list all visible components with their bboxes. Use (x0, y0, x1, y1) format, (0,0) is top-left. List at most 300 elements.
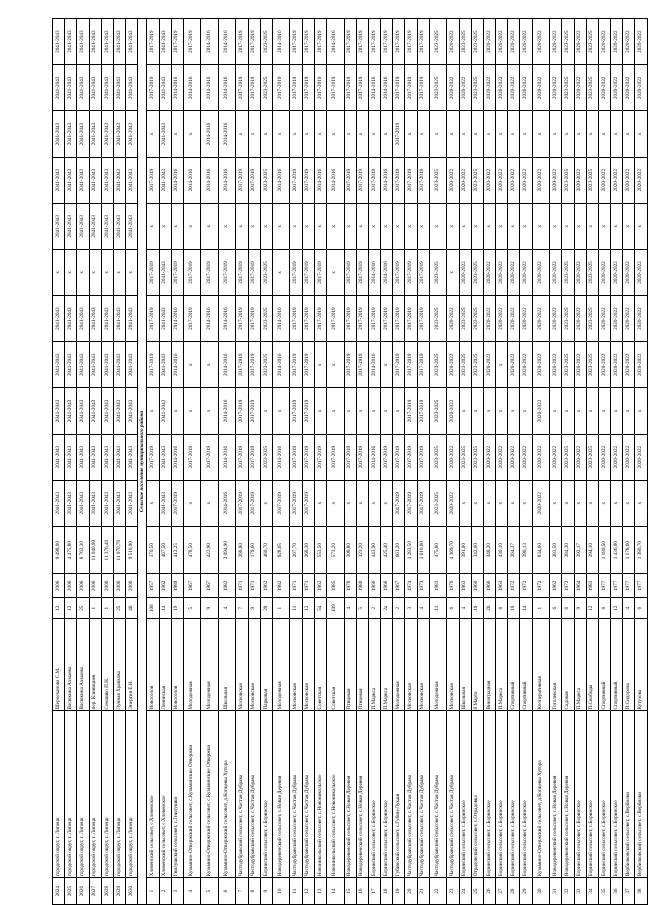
table-cell: 2017-2019 (183, 296, 201, 342)
table-cell: 2020-2022 (508, 249, 520, 295)
table-cell: х (183, 388, 201, 434)
table-cell: 109 (327, 598, 345, 619)
table-cell: 12 (611, 598, 623, 619)
table-cell: 2014-2016 (272, 434, 290, 480)
table-row (201, 19, 219, 905)
table-cell: 2020-2022 (635, 434, 647, 480)
table-cell: х (260, 480, 272, 526)
table-row (393, 19, 405, 905)
table-cell: 10 (272, 878, 290, 905)
table-cell: 2017-2019 (393, 19, 405, 65)
table-cell: 2023-2025 (429, 65, 447, 111)
table-cell: 2020-2022 (574, 249, 586, 295)
table-row (344, 19, 356, 905)
table-cell: 2а (381, 598, 393, 619)
table-cell: 2017-2019 (201, 434, 219, 480)
table-cell: Энергия Е.Н. (126, 619, 138, 711)
table-cell: х (272, 388, 290, 434)
table-cell: х (459, 203, 471, 249)
table-cell: 2020-2022 (520, 157, 532, 203)
table-cell: 2041-2043 (113, 388, 125, 434)
table-cell: х (483, 203, 495, 249)
table-cell: 9 (201, 598, 219, 619)
table-cell: 2017-2019 (147, 434, 159, 480)
table-cell: 2020-2022 (447, 296, 459, 342)
table-cell: 11 (290, 878, 302, 905)
table-cell: 9 510,90 (126, 526, 138, 574)
table-cell: х (429, 111, 447, 157)
table-cell: 2628 (101, 878, 113, 905)
table-cell: 4 (623, 598, 635, 619)
table-cell: 6 (562, 598, 574, 619)
table-cell: 2041-2043 (101, 111, 113, 157)
table-cell: Лунная Храпкова (113, 619, 125, 711)
table-cell: х (496, 342, 508, 388)
table-cell: 2041-2043 (65, 480, 77, 526)
table-cell: х (562, 388, 574, 434)
table-cell: х (183, 203, 201, 249)
table-cell: 11 (429, 598, 447, 619)
table-cell: 2020-2022 (508, 157, 520, 203)
table-row (126, 19, 138, 905)
table-cell: 24 (459, 878, 471, 905)
table-cell: х (260, 388, 272, 434)
table-cell: х (368, 480, 380, 526)
table-cell: х (508, 480, 520, 526)
table-cell: 2017-2019 (147, 65, 159, 111)
table-cell: 2020-2022 (550, 65, 562, 111)
table-cell: 2017-2019 (393, 342, 405, 388)
table-cell: х (483, 388, 495, 434)
table-cell: П.Маркса (368, 619, 380, 711)
table-cell: 2041-2043 (53, 342, 65, 388)
table-cell: 2017-2019 (302, 434, 314, 480)
table-cell: Частодубравский сельсовет, с.Частая Дубрава (447, 711, 459, 878)
table-cell: 2041-2043 (113, 111, 125, 157)
table-cell: Молодежная (393, 619, 405, 711)
table-cell: 2041-2043 (89, 65, 101, 111)
table-row (574, 19, 586, 905)
table-cell: 2017-2019 (405, 296, 417, 342)
table-cell: Частодубравский сельсовет, с.Частая Дубрава (248, 711, 260, 878)
table-row (260, 19, 272, 905)
table-cell: х (218, 203, 236, 249)
table-row (159, 19, 171, 905)
table-cell: 2023-2025 (459, 19, 471, 65)
table-cell: 2020-2022 (550, 249, 562, 295)
table-cell: 2017-2019 (290, 65, 302, 111)
table-cell: 26 (483, 598, 495, 619)
table-cell: х (201, 480, 219, 526)
table-cell: 2017-2019 (272, 480, 290, 526)
table-row (623, 19, 635, 905)
table-cell: Шероеханова С.М. (53, 619, 65, 711)
table-cell: 1 380,70 (635, 526, 647, 574)
table-cell: 2017-2019 (368, 157, 380, 203)
table-cell: Боринский сельсовет, с.Боринское (586, 711, 598, 878)
table-cell: Вербилковский сельсовет, с.Вербилки (635, 711, 647, 878)
table-cell: 2041-2043 (53, 65, 65, 111)
table-cell: 2041-2043 (53, 111, 65, 157)
table-cell: 170,50 (147, 526, 159, 574)
table-cell: 2023-2025 (471, 249, 483, 295)
table-cell: городской округ, г. Липецк (113, 711, 125, 878)
table-cell: х (447, 203, 459, 249)
table-cell: 2041-2043 (53, 480, 65, 526)
table-cell: 12 (586, 598, 598, 619)
table-cell: 1982 (218, 574, 236, 598)
table-cell: 1966 (381, 574, 393, 598)
table-cell: х (327, 111, 345, 157)
table-cell: 1972 (532, 574, 550, 598)
table-cell: х (550, 388, 562, 434)
table-cell: 2020-2022 (550, 342, 562, 388)
table-cell: 2023-2025 (429, 342, 447, 388)
table-cell: 2017-2019 (327, 434, 345, 480)
table-cell: 37 (623, 878, 635, 905)
table-cell: Московская (302, 619, 314, 711)
table-cell: 2041-2043 (89, 480, 101, 526)
table-cell: х (248, 203, 260, 249)
table-cell: 661,20 (393, 526, 405, 574)
table-cell: 2020-2022 (611, 434, 623, 480)
table-cell: 2020-2022 (623, 157, 635, 203)
table-cell: 2017-2019 (405, 388, 417, 434)
table-cell: 2020-2022 (532, 342, 550, 388)
table-cell: 1962 (159, 574, 171, 598)
table-cell: х (147, 111, 159, 157)
table-cell: 2020-2022 (508, 434, 520, 480)
table-cell: Хлевенский сельсовет, с.Хлевенское (147, 711, 159, 878)
table-row (496, 19, 508, 905)
table-cell: 342,00 (471, 526, 483, 574)
table-cell: 430,10 (496, 526, 508, 574)
table-cell: 2041-2043 (126, 480, 138, 526)
table-cell: 2020-2022 (532, 65, 550, 111)
table-row (417, 19, 429, 905)
table-cell: 1 436,00 (611, 526, 623, 574)
table-cell: 2041-2043 (101, 203, 113, 249)
table-cell: Боринский сельсовет, с.Боринское (483, 711, 495, 878)
table-cell: 573,20 (327, 526, 345, 574)
table-cell: х (635, 111, 647, 157)
table-cell: 2041-2043 (159, 480, 171, 526)
table-cell: 1989 (171, 574, 183, 598)
table-cell: 2041-2043 (65, 203, 77, 249)
table-cell: 4 475,80 (65, 526, 77, 574)
table-cell: 2017-2019 (272, 65, 290, 111)
table-cell: х (508, 203, 520, 249)
table-cell: х (236, 111, 248, 157)
table-cell: 294,10 (586, 526, 598, 574)
table-cell: 2041-2043 (89, 19, 101, 65)
table-cell: 2020-2022 (550, 434, 562, 480)
table-cell: 2041-2043 (126, 388, 138, 434)
table-cell: 2020-2022 (483, 296, 495, 342)
table-cell: Молодежная (429, 619, 447, 711)
table-cell: 6 (550, 598, 562, 619)
table-cell: 2017-2019 (290, 157, 302, 203)
table-cell: 2014-2016 (368, 65, 380, 111)
table-cell: 2020-2022 (550, 19, 562, 65)
table-cell: 2020-2022 (459, 65, 471, 111)
table-cell: Боринский сельсовет, с.Боринское (574, 711, 586, 878)
table-cell: х (314, 480, 326, 526)
table-cell: 2017-2019 (236, 434, 248, 480)
table-cell: 2023-2025 (260, 434, 272, 480)
table-cell: 2017-2019 (405, 65, 417, 111)
table-row (483, 19, 495, 905)
table-cell: Кузьмино-Отвержский сельсовет, с.Кузьминские Отвержки (201, 711, 219, 878)
table-cell: 2017-2019 (171, 480, 183, 526)
table-cell: 1 (147, 878, 159, 905)
table-cell: П.Маркса (381, 619, 393, 711)
table-cell: х (272, 111, 290, 157)
table-cell: Спортивный (508, 619, 520, 711)
table-cell: 11 (290, 598, 302, 619)
table-cell: Кузьмино-Отвержский сельсовет, д.Копцевы Хутора (532, 711, 550, 878)
table-cell: 2023-2025 (459, 434, 471, 480)
table-cell: 2020-2022 (508, 342, 520, 388)
table-cell: Новодеревенский сельсовет, с.Новая Деревня (562, 711, 574, 878)
table-cell: 2041-2043 (159, 434, 171, 480)
table-cell: 2626 (77, 878, 89, 905)
table-cell: 2041-2043 (101, 296, 113, 342)
table-cell: 2023-2025 (471, 434, 483, 480)
table-cell: 2014-2016 (272, 157, 290, 203)
table-cell: х (171, 388, 183, 434)
table-row (562, 19, 574, 905)
table-cell: 2017-2019 (344, 342, 356, 388)
table-cell: х (159, 203, 171, 249)
table-cell: городской округ, г. Липецк (53, 711, 65, 878)
table-row (635, 19, 647, 905)
table-cell: 25 (77, 598, 89, 619)
table-cell: Парковая (260, 619, 272, 711)
table-cell: х (290, 203, 302, 249)
table-cell: х (598, 480, 610, 526)
table-cell: П.Свободы (586, 619, 598, 711)
table-cell: 11 040,90 (89, 526, 101, 574)
table-cell: 1977 (635, 574, 647, 598)
table-cell: 2017-2019 (393, 296, 405, 342)
table-cell: 2006 (65, 574, 77, 598)
table-cell: 2014-2016 (368, 434, 380, 480)
table-cell: 2023-2025 (471, 157, 483, 203)
table-cell: 2017-2019 (302, 388, 314, 434)
table-cell: 25 (471, 878, 483, 905)
table-cell: Московская (290, 619, 302, 711)
table-cell: 308,80 (344, 526, 356, 574)
table-cell: 2020-2022 (635, 65, 647, 111)
table-cell: х (459, 111, 471, 157)
table-cell: 29 (260, 598, 272, 619)
table-cell: 2017-2019 (171, 19, 183, 65)
table-cell: 2023-2025 (260, 342, 272, 388)
table-cell: 2014-2016 (218, 480, 236, 526)
table-row (236, 19, 248, 905)
table-row (171, 19, 183, 905)
table-cell: 2017-2019 (248, 480, 260, 526)
table-cell: 2020-2022 (520, 342, 532, 388)
table-cell: 1983 (586, 574, 598, 598)
table-cell: 2041-2043 (65, 157, 77, 203)
table-cell: х (471, 480, 483, 526)
table-cell: Боринский сельсовет, с.Боринское (459, 711, 471, 878)
table-cell: 2020-2022 (611, 157, 623, 203)
table-cell: 2017-2019 (236, 342, 248, 388)
table-cell: х (113, 249, 125, 295)
table-cell: пер. Клинициев (89, 619, 101, 711)
table-cell: 1972 (508, 574, 520, 598)
table-cell: х (236, 203, 248, 249)
table-cell: 2041-2043 (77, 480, 89, 526)
table-cell: Кооперативная (532, 619, 550, 711)
table-cell: 422,90 (201, 526, 219, 574)
table-cell: 2020-2022 (623, 296, 635, 342)
table-cell: 2041-2043 (126, 111, 138, 157)
table-cell: Птицевая (356, 619, 368, 711)
table-cell: х (586, 388, 598, 434)
table-cell: 2017-2019 (405, 342, 417, 388)
table-cell: 2625 (65, 878, 77, 905)
table-row (459, 19, 471, 905)
table-cell: х (171, 203, 183, 249)
table-cell: 1963 (459, 574, 471, 598)
table-cell: 2023-2025 (562, 434, 574, 480)
table-cell: 36 (611, 878, 623, 905)
table-cell: х (260, 203, 272, 249)
section-header-row (138, 19, 147, 905)
table-cell: 9 498,00 (53, 526, 65, 574)
table-cell: х (611, 388, 623, 434)
table-cell: 17 (368, 878, 380, 905)
table-cell: 2020-2022 (483, 249, 495, 295)
table-cell: 2041-2043 (126, 19, 138, 65)
table-cell: Семашко П.Н. (101, 619, 113, 711)
table-cell: 2017-2019 (344, 434, 356, 480)
table-cell: 2017-2019 (314, 19, 326, 65)
table-cell: Новодеревенский сельсовет, с.Новая Деревня (356, 711, 368, 878)
table-cell: х (327, 203, 345, 249)
table-cell: 2017-2019 (417, 480, 429, 526)
table-cell: 2020-2022 (532, 434, 550, 480)
table-cell: 2017-2019 (356, 65, 368, 111)
table-cell: 2017-2019 (356, 342, 368, 388)
table-cell: 2023-2025 (471, 19, 483, 65)
table-cell: 1980 (356, 574, 368, 598)
table-cell: 2041-2043 (89, 111, 101, 157)
table-cell: 2014-2016 (218, 434, 236, 480)
table-cell: 2020-2022 (483, 19, 495, 65)
table-cell: х (611, 203, 623, 249)
table-cell: 2041-2043 (126, 65, 138, 111)
table-row (248, 19, 260, 905)
table-cell: 2041-2043 (113, 19, 125, 65)
table-cell: 2017-2019 (417, 296, 429, 342)
table-cell: х (574, 388, 586, 434)
table-cell: 412,25 (171, 526, 183, 574)
table-cell: 1978 (344, 574, 356, 598)
rotated-document-page (52, 18, 644, 905)
table-cell: 2006 (77, 574, 89, 598)
table-cell: х (126, 249, 138, 295)
table-cell: 2014-2016 (368, 342, 380, 388)
table-cell: 2020-2022 (611, 296, 623, 342)
table-cell: Гоголевская (550, 619, 562, 711)
table-cell: 2023-2025 (562, 249, 574, 295)
table-cell: П.Сидорова (623, 619, 635, 711)
table-cell: 2020-2022 (574, 434, 586, 480)
table-cell: 2014-2016 (171, 342, 183, 388)
table-cell: 6 (635, 598, 647, 619)
table-row (471, 19, 483, 905)
table-row (77, 19, 89, 905)
table-cell: 2017-2019 (417, 157, 429, 203)
table-cell: х (429, 203, 447, 249)
table-cell: 1963 (496, 574, 508, 598)
table-cell: 5 (356, 598, 368, 619)
table-cell: 2023-2025 (562, 296, 574, 342)
table-cell: 2017-2019 (417, 19, 429, 65)
table-cell: 4 (218, 598, 236, 619)
table-cell: 2014-2016 (201, 296, 219, 342)
table-row (429, 19, 447, 905)
table-cell: 2017-2019 (356, 434, 368, 480)
table-cell: 19 (171, 598, 183, 619)
table-cell: 38 (635, 878, 647, 905)
table-cell: 2020-2022 (623, 342, 635, 388)
table-cell: Спортивный (598, 619, 610, 711)
table-cell: х (344, 111, 356, 157)
table-cell: 2020-2022 (635, 249, 647, 295)
table-cell: 16 (356, 878, 368, 905)
table-cell: 2041-2043 (77, 342, 89, 388)
table-cell: 2014-2016 (201, 65, 219, 111)
table-cell: 2017-2019 (248, 19, 260, 65)
table-cell: 1 (532, 598, 550, 619)
table-cell: 2014-2016 (327, 157, 345, 203)
table-cell: 2017-2019 (302, 296, 314, 342)
section-title: Сельское поселение муниципального района (138, 19, 147, 905)
table-cell: 1962 (550, 574, 562, 598)
table-cell: 2017-2019 (405, 480, 417, 526)
table-cell: 1971 (236, 574, 248, 598)
table-cell: 2017-2019 (147, 342, 159, 388)
table-cell: 2017-2019 (344, 249, 356, 295)
table-cell: 2020-2022 (611, 342, 623, 388)
table-cell: 8 (248, 878, 260, 905)
table-cell: х (598, 388, 610, 434)
table-cell: 2014-2016 (381, 249, 393, 295)
table-cell: Частодубравский сельсовет, с.Частая Дубрава (302, 711, 314, 878)
table-cell: Частодубравский сельсовет, с.Частая Дубрава (405, 711, 417, 878)
table-cell: 2017-2019 (183, 434, 201, 480)
table-cell: 1 (101, 598, 113, 619)
table-row (598, 19, 610, 905)
table-cell: Советская (327, 619, 345, 711)
table-cell: 475,80 (429, 526, 447, 574)
table-cell: х (314, 342, 326, 388)
table-cell: 2041-2043 (65, 296, 77, 342)
table-cell: Частодубравский сельсовет, с.Частая Дубрава (290, 711, 302, 878)
table-cell: 4 (344, 598, 356, 619)
table-cell: 5 (201, 878, 219, 905)
table-cell: 1983 (429, 574, 447, 598)
table-cell: 2041-2043 (113, 296, 125, 342)
table-cell: 1 283,50 (405, 526, 417, 574)
table-cell: 2020-2022 (508, 19, 520, 65)
